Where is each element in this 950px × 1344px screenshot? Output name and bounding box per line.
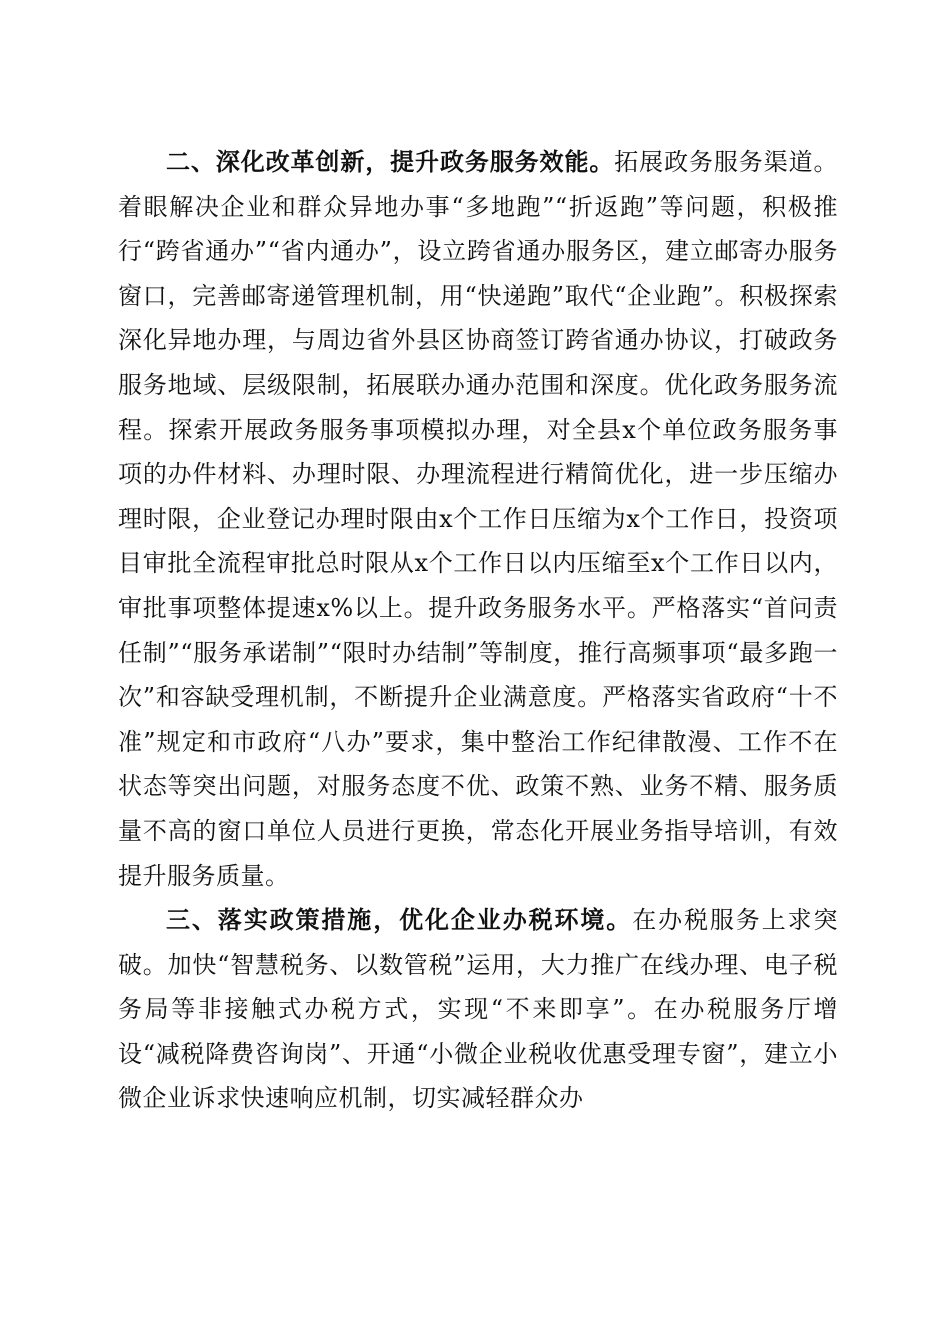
section-2-text: 拓展政务服务渠道。着眼解决企业和群众异地办事“多地跑”“折返跑”等问题，积极推行“跨省通办”“省内通办”，设立跨省通办服务区，建立邮寄办服务窗口，完善邮寄递管理机制，用“快递跑”取代“企业跑”。积极探索深化异地办理，与周边省外县区协商签订跨省通办协议，打破政务服务地域、层级限制，拓展联办通办范围和深度。优化政务服务流程。探索开展政务服务事项模拟办理，对全县x个单位政务服务事项的办件材料、办理时限、办理流程进行精简优化，进一步压缩办理时限，企业登记办理时限由x个工作日压缩为x个工作日，投资项目审批全流程审批总时限从x个工作日以内压缩至x个工作日以内，审批事项整体提速x%以上。提升政务服务水平。严格落实“首问责任制”“服务承诺制”“限时办结制”等制度，推行高频事项“最多跑一次”和容缺受理机制，不断提升企业满意度。严格落实省政府“十不准”规定和市政府“八办”要求，集中整治工作纪律散漫、工作不在状态等突出问题，对服务态度不优、政策不熟、业务不精、服务质量不高的窗口单位人员进行更换，常态化开展业务指导培训，有效提升服务质量。	[118, 148, 839, 890]
paragraph-section-2	[118, 140, 838, 898]
section-3-heading: 三、落实政策措施，优化企业办税环境。	[166, 906, 633, 935]
section-2-heading: 二、深化改革创新，提升政务服务效能。	[166, 148, 615, 176]
document-body	[118, 140, 838, 1121]
paragraph-section-3	[118, 898, 838, 1121]
section-3-text: 在办税服务上求突破。加快“智慧税务、以数管税”运用，大力推广在线办理、电子税务局等非接触式办税方式，实现“不来即享”。在办税服务厅增设“减税降费咨询岗”、开通“小微企业税收优惠受理专窗”，建立小微企业诉求快速响应机制，切实减轻群众办	[118, 906, 839, 1113]
